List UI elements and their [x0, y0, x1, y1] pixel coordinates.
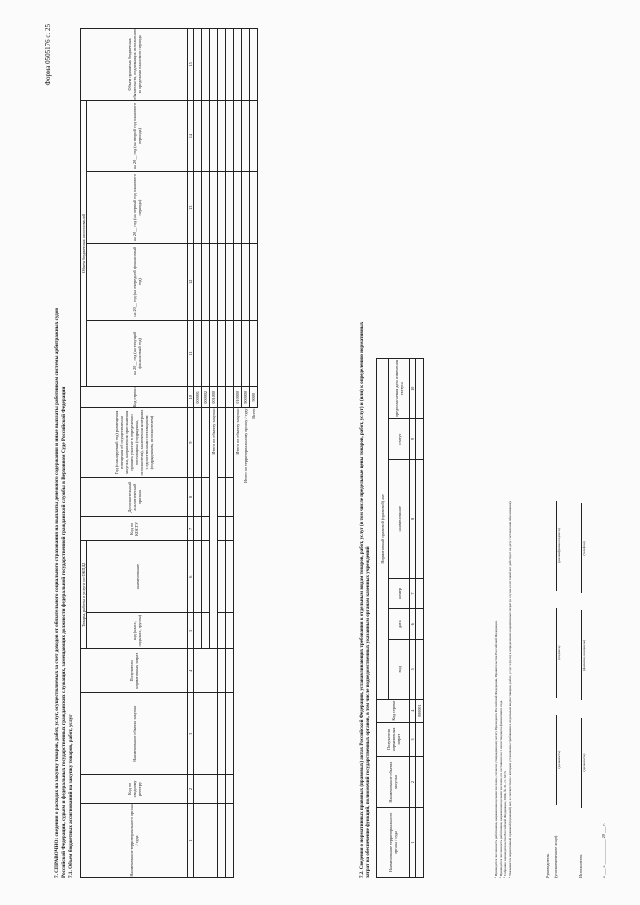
- table-row: 000002: [202, 29, 210, 878]
- footnotes: ¹ Приводится численность работников, выраженная целыми числами, согласно утвержденному штату Президента Российской Федерации, Правительства Российской Федерации. ² Приводится численность работников, выраженная целыми числами, по состоянию на 1 июля текущего финансового года. ³ Собрание законодательства Российской Федерации, 2004, № 31, ст. 3215. ⁴ Указывается нормативный правовой (правовой) акт, в соответствии с которым установлены требования к отдельным видам товаров, работ, услуг и (или) к определению нормативных затрат (в случае если такой акт действует на дату составления обоснования).: [494, 500, 512, 878]
- date-line: « ___ » ____________ 20 ___ г.: [601, 823, 606, 878]
- signature-block: [545, 158, 606, 878]
- normative-acts-table: Наименование территориального органа / суда Наименование объекта закупки Получатели нормативных затрат Код строки Нормативный правовой (правовой) акт вид дата номер наименование статус предполагаемая дата изменения статуса 1 2 3 4 5 6 7 8 9 10 000001: [376, 358, 424, 878]
- table-row: Итого по объекту закупки 010000: [234, 29, 242, 878]
- section-title: 7. СПРАВОЧНО: сведения о расходах на закупку товаров, работ, услуг, осуществляемых за счет доходов от обязательного социального страхования на выплаты денежного содержания и иные выплаты работникам системы арбитражных судов Российской Федерации, судьям и федеральных государственных гражданских служащих, замещающих должности федеральной государственной гражданской службы в Верховном Суде Российской Федерации 7.1. Объем бюджетных ассигнований на закупку товаров, работ, услуг: [54, 307, 74, 878]
- purchases-table: Наименование территориального органа / суда Код по сводному реестру Наименование объекта закупки Получатели нормативных затрат Товары, работы и услуги по ОКПД2 Код по КОСГУ Дополнительный аналитический признак Год (планируемый год) размещения извещения об осуществлении закупки, направления приглашения принять участие в определении поставщика (подрядчика, исполнителя), заключения контракта с единственным поставщиком (подрядчиком, исполнителем) Код строки Объем бюджетных ассигнований Объем принятых бюджетных обязательств, подлежащих исполнению за пределами планового периода код (класс, подкласс, группа) наименование на 20__ год (на текущий финансовый год) на 20__ год (на очередной финансовый год) на 20__ год (на первый год планового периода) на 20__ год (на второй год планового периода) 1 2 3 4 5 6 7 8 9 10 11 12 13 14 15 000001 000002 Итого по объекту закупки 001000 Итого по объекту закупки 010000 Итого по территориальному органу / суду 900000 Всего 9000: [81, 29, 256, 877]
- rotated-form: [40, 22, 630, 882]
- table-row: 000001: [194, 29, 202, 878]
- table-row: Всего 9000: [250, 29, 258, 878]
- table-row: [226, 29, 234, 878]
- table-row: Итого по территориальному органу / суду 900000: [242, 29, 250, 878]
- form-number: Форма 0505176 с. 25: [44, 24, 52, 86]
- table-row: 000001: [416, 359, 424, 878]
- executor-signature-row: Исполнитель (должность) (фамилия, инициалы) (телефон): [575, 158, 597, 878]
- table-row: [218, 29, 226, 878]
- head-signature-row: Руководитель (уполномоченное лицо) (должность) (подпись) (расшифровка подписи): [545, 158, 569, 878]
- table-row: Итого по объекту закупки 001000: [210, 29, 218, 878]
- section-7-2-title: 7.2. Сведения о нормативных правовых (правовых) актах Российской Федерации, устанавливающих требования к отдельным видам товаров, работ, услуг (в том числе предельные цены товаров, работ, услуг) и (или) к определению нормативных затрат на обеспечение функций, полномочий государственных органов, в том числе подведомственных указанным органам казенных учреждений: [360, 321, 371, 878]
